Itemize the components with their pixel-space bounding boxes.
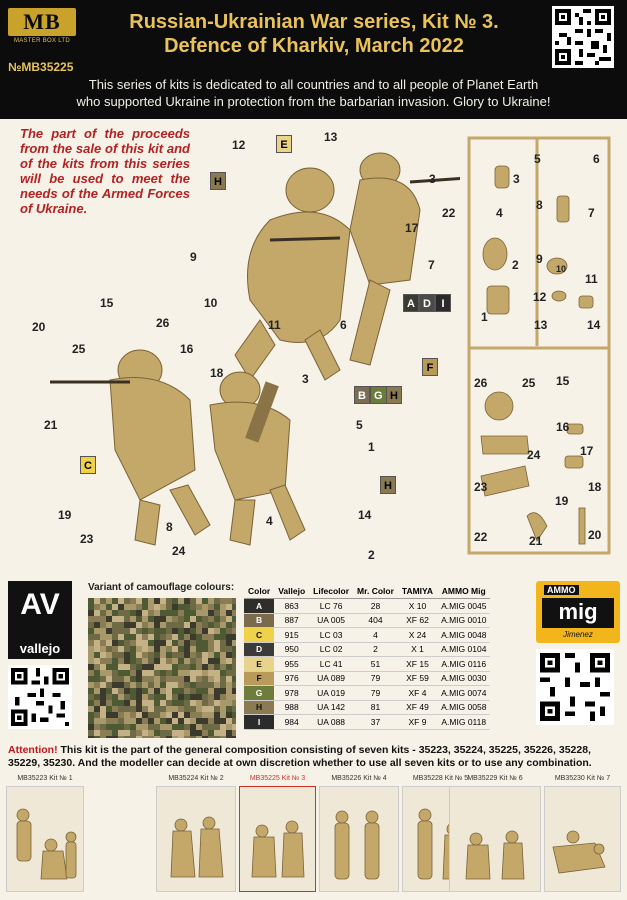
- kit-thumbnail[interactable]: [544, 772, 621, 892]
- column-header: TAMIYA: [398, 584, 437, 599]
- part-number: 4: [266, 514, 273, 528]
- attention-prefix: Attention!: [8, 744, 58, 756]
- kit-label: MB35230 Kit № 7: [554, 775, 611, 782]
- sprue-number: 25: [522, 376, 536, 390]
- kit-image: [544, 786, 621, 892]
- table-cell: 2: [353, 642, 398, 657]
- table-cell: 404: [353, 613, 398, 628]
- page-title: [84, 10, 544, 58]
- sprue-number: 4: [496, 206, 503, 220]
- table-cell: X 10: [398, 599, 437, 614]
- sprue-number: 8: [536, 198, 543, 212]
- table-row: [244, 671, 490, 686]
- attention-note: [8, 744, 619, 770]
- table-cell: 955: [274, 657, 309, 672]
- color-swatch-cell: A: [244, 599, 274, 614]
- sprue-number: 20: [588, 528, 602, 542]
- table-row: [244, 628, 490, 643]
- part-number: 13: [324, 130, 338, 144]
- sprue-number: 2: [512, 258, 519, 272]
- table-cell: A.MIG 0030: [437, 671, 490, 686]
- table-cell: 915: [274, 628, 309, 643]
- helmet-shape: [286, 168, 334, 212]
- table-row: [244, 599, 490, 614]
- table-cell: LC 03: [309, 628, 353, 643]
- column-header: Vallejo: [274, 584, 309, 599]
- title-line-1: Russian-Ukrainian War series, Kit № 3.: [129, 11, 499, 33]
- part-number: 16: [180, 342, 194, 356]
- part-number: 11: [268, 318, 281, 332]
- sprue-number: 17: [580, 444, 594, 458]
- table-cell: XF 4: [398, 686, 437, 701]
- column-header: Mr. Color: [353, 584, 398, 599]
- table-cell: A.MIG 0118: [437, 715, 490, 730]
- kit-label: MB35226 Kit № 4: [331, 775, 387, 782]
- kit-label: MB35228 Kit № 5: [412, 775, 469, 782]
- qr-code-icon[interactable]: [8, 665, 72, 729]
- kit-thumbnail[interactable]: [6, 772, 84, 892]
- part-number: 14: [358, 508, 372, 522]
- mig-sub: Jimenez: [563, 630, 593, 639]
- table-row: [244, 686, 490, 701]
- attention-text: This kit is the part of the general composition consisting of seven kits - 35223, 35224, 35225, 35226, 35228, 35229, 35230. And the modeller can decide at own discretion whether to use all seven kits or to use any combination.: [8, 744, 592, 769]
- table-cell: LC 02: [309, 642, 353, 657]
- part-number: 26: [156, 316, 170, 330]
- kit-image: [6, 786, 84, 892]
- table-row: [244, 613, 490, 628]
- paint-table: [244, 584, 490, 730]
- table-cell: 950: [274, 642, 309, 657]
- color-swatch-cell: B: [244, 613, 274, 628]
- part-number: 18: [210, 366, 224, 380]
- sprue-number: 14: [587, 318, 601, 332]
- color-badge: I: [435, 294, 451, 312]
- table-cell: A.MIG 0010: [437, 613, 490, 628]
- part-number: 1: [368, 440, 375, 454]
- table-cell: A.MIG 0058: [437, 700, 490, 715]
- kit-thumbnail[interactable]: [449, 772, 541, 892]
- kit-thumbnail[interactable]: [319, 772, 399, 892]
- table-cell: 28: [353, 599, 398, 614]
- sprue-number: 6: [593, 152, 600, 166]
- table-row: [244, 657, 490, 672]
- sprue-number: 16: [556, 420, 570, 434]
- table-cell: 976: [274, 671, 309, 686]
- color-badge: A: [403, 294, 419, 312]
- table-cell: UA 089: [309, 671, 353, 686]
- part-number: 7: [428, 258, 435, 272]
- kit-label: MB35225 Kit № 3: [249, 775, 306, 782]
- part-number: 8: [166, 520, 173, 534]
- color-swatch-cell: E: [244, 657, 274, 672]
- mig-ammo-label: AMMO: [544, 585, 579, 595]
- table-row: [244, 715, 490, 730]
- color-swatch-cell: C: [244, 628, 274, 643]
- part-number: 17: [405, 221, 419, 235]
- kit-image: [319, 786, 399, 892]
- master-box-logo: [8, 8, 76, 64]
- column-header: Color: [244, 584, 274, 599]
- table-cell: XF 49: [398, 700, 437, 715]
- sprue-number: 12: [533, 290, 547, 304]
- sprue-number: 22: [474, 530, 488, 544]
- dedication-text: [8, 76, 619, 110]
- color-swatch-cell: H: [244, 700, 274, 715]
- qr-code-icon[interactable]: [536, 649, 614, 725]
- vallejo-word: vallejo: [8, 641, 72, 659]
- color-badge: H: [380, 476, 396, 494]
- table-cell: X 24: [398, 628, 437, 643]
- table-cell: 81: [353, 700, 398, 715]
- table-cell: UA 005: [309, 613, 353, 628]
- intro-line-1: This series of kits is dedicated to all countries and to all people of Planet Earth: [88, 77, 539, 92]
- color-badge: H: [386, 386, 402, 404]
- sprue-number: 11: [585, 272, 598, 286]
- color-badge: H: [210, 172, 226, 190]
- brand-name: MASTER BOX LTD: [13, 38, 71, 44]
- table-row: [244, 642, 490, 657]
- qr-code-icon[interactable]: [552, 6, 614, 68]
- sprue-number: 24: [527, 448, 541, 462]
- table-cell: UA 019: [309, 686, 353, 701]
- sprue-number: 23: [474, 480, 488, 494]
- part-number: 19: [58, 508, 72, 522]
- kit-label: MB35224 Kit № 2: [168, 775, 224, 782]
- sprue-number: 15: [556, 374, 570, 388]
- kit-thumbnail[interactable]: [156, 772, 236, 892]
- table-cell: A.MIG 0048: [437, 628, 490, 643]
- vallejo-mark: AV: [8, 581, 72, 641]
- part-number: 15: [100, 296, 114, 310]
- table-cell: 51: [353, 657, 398, 672]
- part-number: 21: [44, 418, 58, 432]
- kit-thumbnail-current[interactable]: [239, 772, 316, 892]
- table-cell: XF 15: [398, 657, 437, 672]
- color-swatch-cell: D: [244, 642, 274, 657]
- proceeds-note: The part of the proceeds from the sale of this kit and of the kits from this series will be used to meet the needs of the Armed Forces of Ukraine.: [20, 126, 190, 216]
- kit-code: №MB35225: [8, 60, 74, 74]
- table-cell: UA 142: [309, 700, 353, 715]
- color-badge: F: [422, 358, 438, 376]
- kit-image: [449, 786, 541, 892]
- sprue-number: 13: [534, 318, 548, 332]
- part-number: 6: [340, 318, 347, 332]
- column-header: AMMO Mig: [437, 584, 490, 599]
- sprue-number: 1: [481, 310, 488, 324]
- table-cell: UA 088: [309, 715, 353, 730]
- table-cell: A.MIG 0116: [437, 657, 490, 672]
- ammo-mig-logo: [536, 581, 620, 725]
- table-cell: LC 41: [309, 657, 353, 672]
- figure-illustration: [20, 120, 460, 570]
- part-number: 9: [190, 250, 197, 264]
- sprue-number: 19: [555, 494, 569, 508]
- table-cell: X 1: [398, 642, 437, 657]
- kit-series-strip: [6, 772, 621, 892]
- sprue-number: 21: [529, 534, 543, 548]
- table-cell: 988: [274, 700, 309, 715]
- color-swatch-cell: F: [244, 671, 274, 686]
- part-number: 24: [172, 544, 186, 558]
- sprue-number: 10: [556, 264, 567, 274]
- part-number: 2: [368, 548, 375, 562]
- sprue-number: 26: [474, 376, 488, 390]
- table-cell: LC 76: [309, 599, 353, 614]
- table-cell: 79: [353, 686, 398, 701]
- color-badge: D: [419, 294, 435, 312]
- color-swatch-cell: I: [244, 715, 274, 730]
- table-cell: 4: [353, 628, 398, 643]
- sprue-number: 5: [534, 152, 541, 166]
- table-cell: XF 62: [398, 613, 437, 628]
- table-row: [244, 700, 490, 715]
- part-number: 3: [302, 372, 309, 386]
- part-number: 23: [80, 532, 94, 546]
- kit-label: MB35229 Kit № 6: [467, 775, 523, 782]
- table-cell: 984: [274, 715, 309, 730]
- table-cell: A.MIG 0074: [437, 686, 490, 701]
- sprue-number: 7: [588, 206, 595, 220]
- table-cell: A.MIG 0045: [437, 599, 490, 614]
- color-badge: E: [276, 135, 292, 153]
- header: [0, 0, 627, 119]
- table-cell: XF 59: [398, 671, 437, 686]
- table-cell: 863: [274, 599, 309, 614]
- brand-mark: MB: [8, 8, 76, 36]
- color-badge: C: [80, 456, 96, 474]
- table-cell: 887: [274, 613, 309, 628]
- table-cell: A.MIG 0104: [437, 642, 490, 657]
- table-cell: XF 9: [398, 715, 437, 730]
- kit-label: MB35223 Kit № 1: [17, 775, 73, 782]
- table-cell: 79: [353, 671, 398, 686]
- part-number: 22: [442, 206, 456, 220]
- vallejo-logo: [8, 581, 78, 729]
- mig-word: mig: [542, 598, 614, 628]
- part-number: 20: [32, 320, 46, 334]
- part-number: 12: [232, 138, 246, 152]
- table-cell: 978: [274, 686, 309, 701]
- column-header: Lifecolor: [309, 584, 353, 599]
- kit-image: [239, 786, 316, 892]
- title-line-2: Defence of Kharkiv, March 2022: [164, 35, 464, 57]
- part-number: 3: [429, 172, 436, 186]
- camo-label: Variant of camouflage colours:: [88, 582, 235, 593]
- sprue-number: 3: [513, 172, 520, 186]
- color-badge: G: [370, 386, 387, 404]
- sprue-number: 18: [588, 480, 602, 494]
- intro-line-2: who supported Ukraine in protection from the barbarian invasion. Glory to Ukraine!: [76, 94, 551, 109]
- sprue-number: 9: [536, 252, 543, 266]
- color-badge: B: [354, 386, 370, 404]
- camouflage-swatch: [88, 598, 236, 738]
- color-swatch-cell: G: [244, 686, 274, 701]
- part-number: 10: [204, 296, 218, 310]
- table-cell: 37: [353, 715, 398, 730]
- part-number: 5: [356, 418, 363, 432]
- part-number: 25: [72, 342, 86, 356]
- kit-image: [156, 786, 236, 892]
